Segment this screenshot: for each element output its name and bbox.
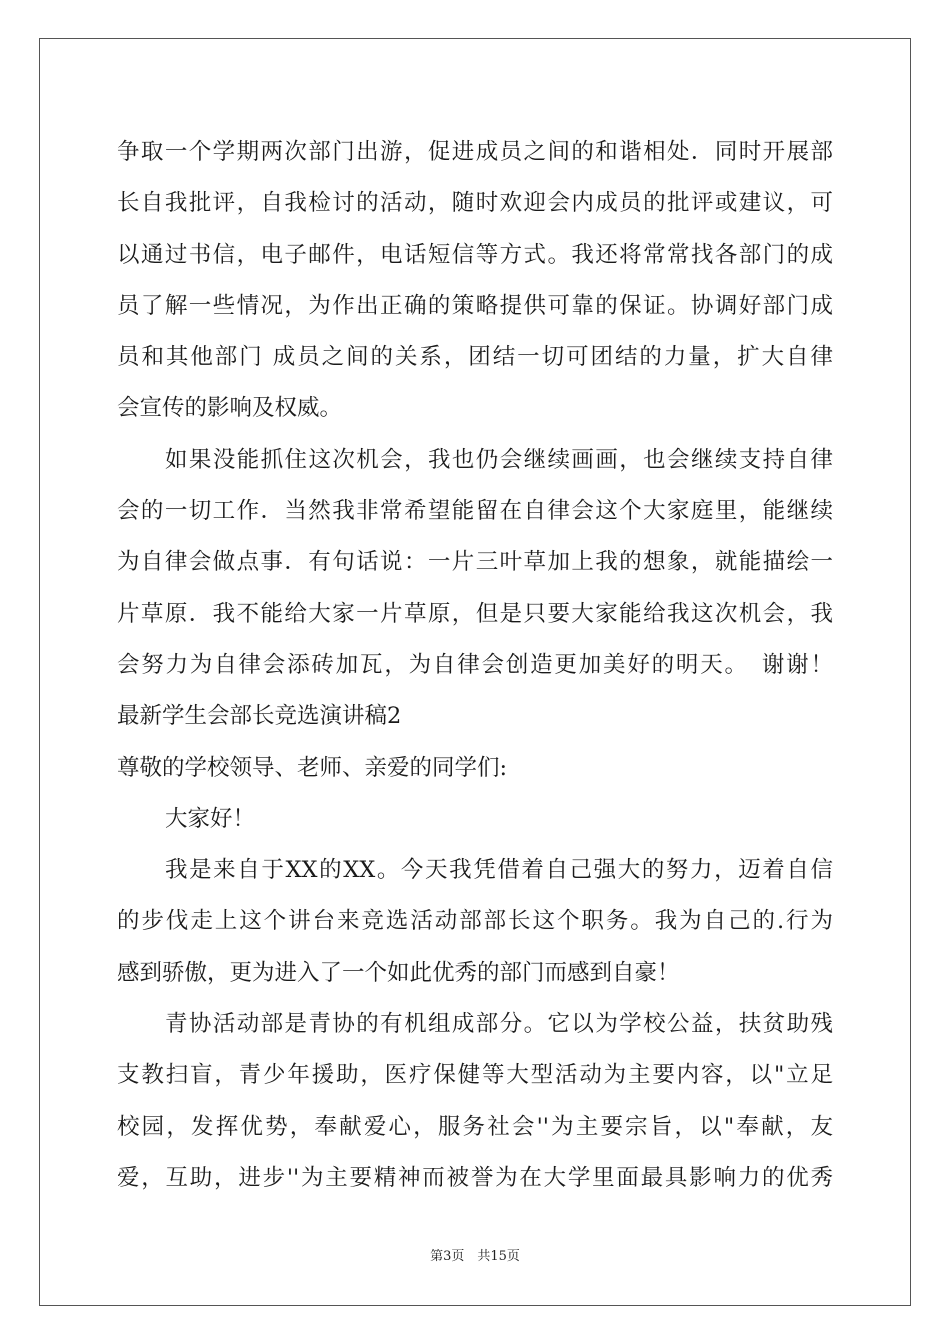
text-line: 会宣传的影响及权威。 [117, 395, 343, 422]
text-line: 支教扫盲，青少年援助，医疗保健等大型活动为主要内容，以"立足 [117, 1062, 833, 1089]
text-line: 以通过书信，电子邮件，电话短信等方式。我还将常常找各部门的成 [117, 241, 833, 268]
paragraph-start-line: 我是来自于XX的XX。今天我凭借着自己强大的努力，迈着自信 [165, 857, 833, 884]
paragraph-start-line: 青协活动部是青协的有机组成部分。它以为学校公益，扶贫助残 [165, 1011, 833, 1038]
text-line: 为自律会做点事．有句话说：一片三叶草加上我的想象，就能描绘一 [117, 549, 833, 576]
text-line: 爱，互助，进步''为主要精神而被誉为在大学里面最具影响力的优秀 [117, 1164, 833, 1191]
text-line: 感到骄傲，更为进入了一个如此优秀的部门而感到自豪！ [117, 959, 680, 986]
text-line: 长自我批评，自我检讨的活动，随时欢迎会内成员的批评或建议，可 [117, 190, 833, 217]
paragraph-start-line: 如果没能抓住这次机会，我也仍会继续画画，也会继续支持自律 [165, 446, 833, 473]
text-line: 争取一个学期两次部门出游，促进成员之间的和谐相处．同时开展部 [117, 139, 833, 165]
text-line: 会努力为自律会添砖加瓦，为自律会创造更加美好的明天。 谢谢！ [117, 651, 833, 678]
text-line: 的步伐走上这个讲台来竞选活动部部长这个职务。我为自己的.行为 [117, 908, 833, 935]
text-line: 会的一切工作．当然我非常希望能留在自律会这个大家庭里，能继续 [117, 498, 833, 525]
document-body [117, 127, 833, 1204]
greeting: 大家好！ [165, 805, 256, 832]
section-heading: 最新学生会部长竞选演讲稿2 [117, 703, 402, 730]
text-line: 校园，发挥优势，奉献爱心，服务社会''为主要宗旨，以"奉献，友 [117, 1113, 833, 1140]
salutation: 尊敬的学校领导、老师、亲爱的同学们: [117, 754, 508, 781]
text-line: 员和其他部门 成员之间的关系，团结一切可团结的力量，扩大自律 [117, 344, 833, 371]
text-line: 员了解一些情况，为作出正确的策略提供可靠的保证。协调好部门成 [117, 292, 833, 319]
text-line: 片草原．我不能给大家一片草原，但是只要大家能给我这次机会，我 [117, 600, 833, 627]
page-footer: 第3页 共15页 [430, 1249, 520, 1264]
